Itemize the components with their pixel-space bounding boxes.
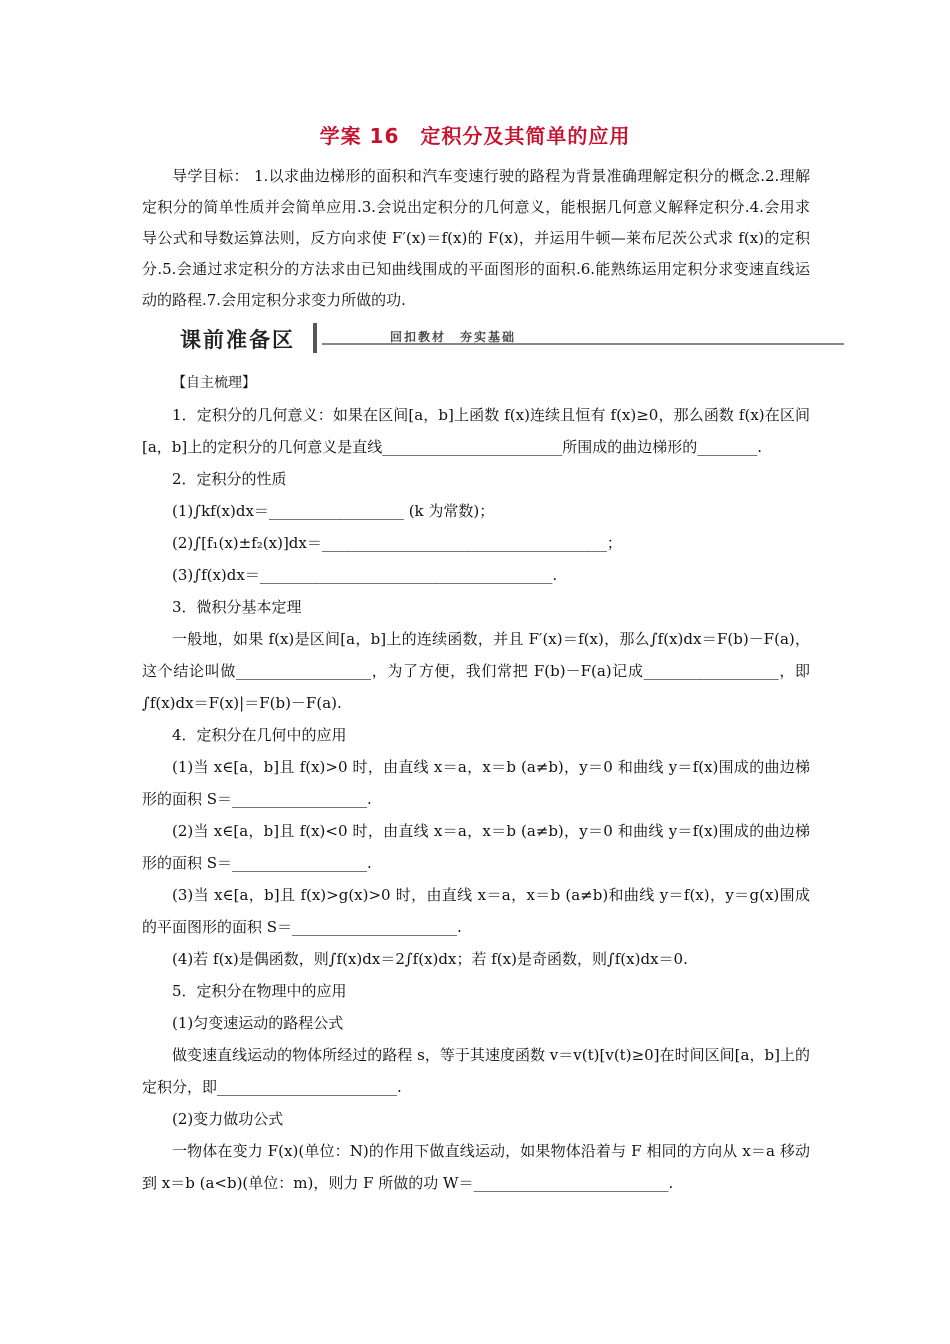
paragraph: 一般地，如果 f(x)是区间[a，b]上的连续函数，并且 F′(x)＝f(x)，那么∫f(x)dx＝F(b)－F(a)，这个结论叫做__________________，为了方便，我们常把 F(b)－F(a)记成__________________，即∫f(x)dx＝F(x)|＝F(b)－F(a).	[142, 630, 810, 712]
section-heading: 4．定积分在几何中的应用	[172, 726, 347, 744]
paragraph: (2)当 x∈[a，b]且 f(x)<0 时，由直线 x＝a，x＝b (a≠b)，y＝0 和曲线 y＝f(x)围成的曲边梯形的面积 S＝__________________.	[142, 822, 810, 872]
paragraph: (2)变力做功公式	[172, 1110, 284, 1128]
learning-goals: 导学目标： 1.以求曲边梯形的面积和汽车变速行驶的路程为背景准确理解定积分的概念.2.理解定积分的简单性质并会简单应用.3.会说出定积分的几何意义，能根据几何意义解释定积分.4.会用求导公式和导数运算法则，反方向求使 F′(x)＝f(x)的 F(x)，并运用牛顿—莱布尼茨公式求 f(x)的定积分.5.会通过求定积分的方法求由已知曲线围成的平面图形的面积.6.能熟练运用定积分求变速直线运动的路程.7.会用定积分求变力所做的功.	[142, 167, 810, 309]
page-title: 学案 16 定积分及其简单的应用	[319, 124, 631, 148]
content-body	[142, 367, 810, 1199]
section-label: 【自主梳理】	[172, 375, 256, 391]
paragraph: (3)∫f(x)dx＝_______________________________________.	[172, 566, 558, 584]
item-list	[142, 399, 810, 1199]
section-banner	[172, 322, 844, 356]
paragraph: (2)∫[f₁(x)±f₂(x)]dx＝______________________________________；	[172, 534, 622, 552]
section-heading: 5．定积分在物理中的应用	[172, 982, 347, 1000]
paragraph: 做变速直线运动的物体所经过的路程 s，等于其速度函数 v＝v(t)[v(t)≥0]在时间区间[a，b]上的定积分，即________________________.	[142, 1046, 810, 1096]
paragraph: (1)匀变速运动的路程公式	[172, 1014, 344, 1032]
paragraph: (4)若 f(x)是偶函数，则∫f(x)dx＝2∫f(x)dx；若 f(x)是奇函数，则∫f(x)dx＝0.	[172, 950, 688, 968]
paragraph: (1)∫kf(x)dx＝__________________ (k 为常数)；	[172, 502, 495, 520]
paragraph: 一物体在变力 F(x)(单位：N)的作用下做直线运动，如果物体沿着与 F 相同的方向从 x＝a 移动到 x＝b (a<b)(单位：m)，则力 F 所做的功 W＝__________________________.	[142, 1142, 810, 1192]
banner-title: 课前准备区	[180, 328, 295, 352]
section-heading: 2．定积分的性质	[172, 470, 287, 488]
section-heading: 3．微积分基本定理	[172, 598, 302, 616]
banner-divider	[313, 323, 317, 353]
banner-subtitle: 回扣教材 夯实基础	[390, 330, 517, 344]
paragraph: 1．定积分的几何意义：如果在区间[a，b]上函数 f(x)连续且恒有 f(x)≥0，那么函数 f(x)在区间[a，b]上的定积分的几何意义是直线________________________所围成的曲边梯形的________.	[142, 406, 810, 456]
paragraph: (3)当 x∈[a，b]且 f(x)>g(x)>0 时，由直线 x＝a，x＝b (a≠b)和曲线 y＝f(x)，y＝g(x)围成的平面图形的面积 S＝______________________.	[142, 886, 810, 936]
paragraph: (1)当 x∈[a，b]且 f(x)>0 时，由直线 x＝a，x＝b (a≠b)，y＝0 和曲线 y＝f(x)围成的曲边梯形的面积 S＝__________________.	[142, 758, 810, 808]
